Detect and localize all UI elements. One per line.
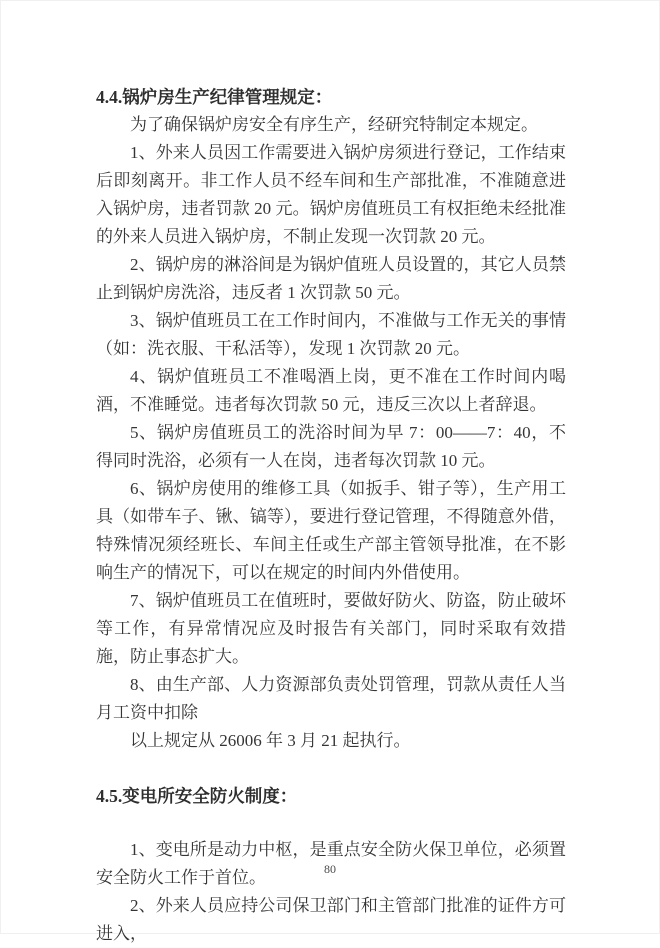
paragraph: 4、锅炉值班员工不准喝酒上岗，更不准在工作时间内喝酒，不准睡觉。违者每次罚款 50 元，违反三次以上者辞退。 (96, 367, 566, 414)
paragraph: 6、锅炉房使用的维修工具（如扳手、钳子等），生产用工具（如带车子、锹、镐等），要进行登记管理，不得随意外借，特殊情况须经班长、车间主任或生产部主管领导批准，在不影响生产的情况下，可以在规定的时间内外借使用。 (96, 479, 566, 582)
paragraph: 3、锅炉值班员工在工作时间内，不准做与工作无关的事情（如：洗衣服、干私活等），发现 1 次罚款 20 元。 (96, 311, 566, 358)
paragraph: 以上规定从 26006 年 3 月 21 起执行。 (130, 731, 411, 750)
paragraph: 2、锅炉房的淋浴间是为锅炉值班人员设置的，其它人员禁止到锅炉房洗浴，违反者 1 次罚款 50 元。 (96, 255, 566, 302)
section-4-5-heading: 4.5.变电所安全防火制度： (96, 786, 298, 806)
document-content (96, 83, 566, 948)
paragraph: 8、由生产部、人力资源部负责处罚管理，罚款从责任人当月工资中扣除 (96, 675, 566, 722)
paragraph: 1、变电所是动力中枢，是重点安全防火保卫单位，必须置安全防火工作于首位。 (96, 840, 566, 887)
paragraph: 2、外来人员应持公司保卫部门和主管部门批准的证件方可进入， (96, 896, 566, 943)
section-4-4 (96, 83, 566, 755)
page-number: 80 (324, 862, 336, 876)
paragraph: 7、锅炉值班员工在值班时，要做好防火、防盗，防止破坏等工作，有异常情况应及时报告有关部门，同时采取有效措施，防止事态扩大。 (96, 591, 566, 666)
section-4-4-heading: 4.4.锅炉房生产纪律管理规定： (96, 87, 333, 107)
paragraph: 5、锅炉房值班员工的洗浴时间为早 7：00——7：40，不得同时洗浴，必须有一人在岗，违者每次罚款 10 元。 (96, 423, 566, 470)
paragraph: 1、外来人员因工作需要进入锅炉房须进行登记，工作结束后即刻离开。非工作人员不经车间和生产部批准，不准随意进入锅炉房，违者罚款 20 元。锅炉房值班员工有权拒绝未经批准的外来人员进入锅炉房，不制止发现一次罚款 20 元。 (96, 143, 566, 246)
paragraph: 为了确保锅炉房安全有序生产，经研究特制定本规定。 (130, 115, 538, 134)
